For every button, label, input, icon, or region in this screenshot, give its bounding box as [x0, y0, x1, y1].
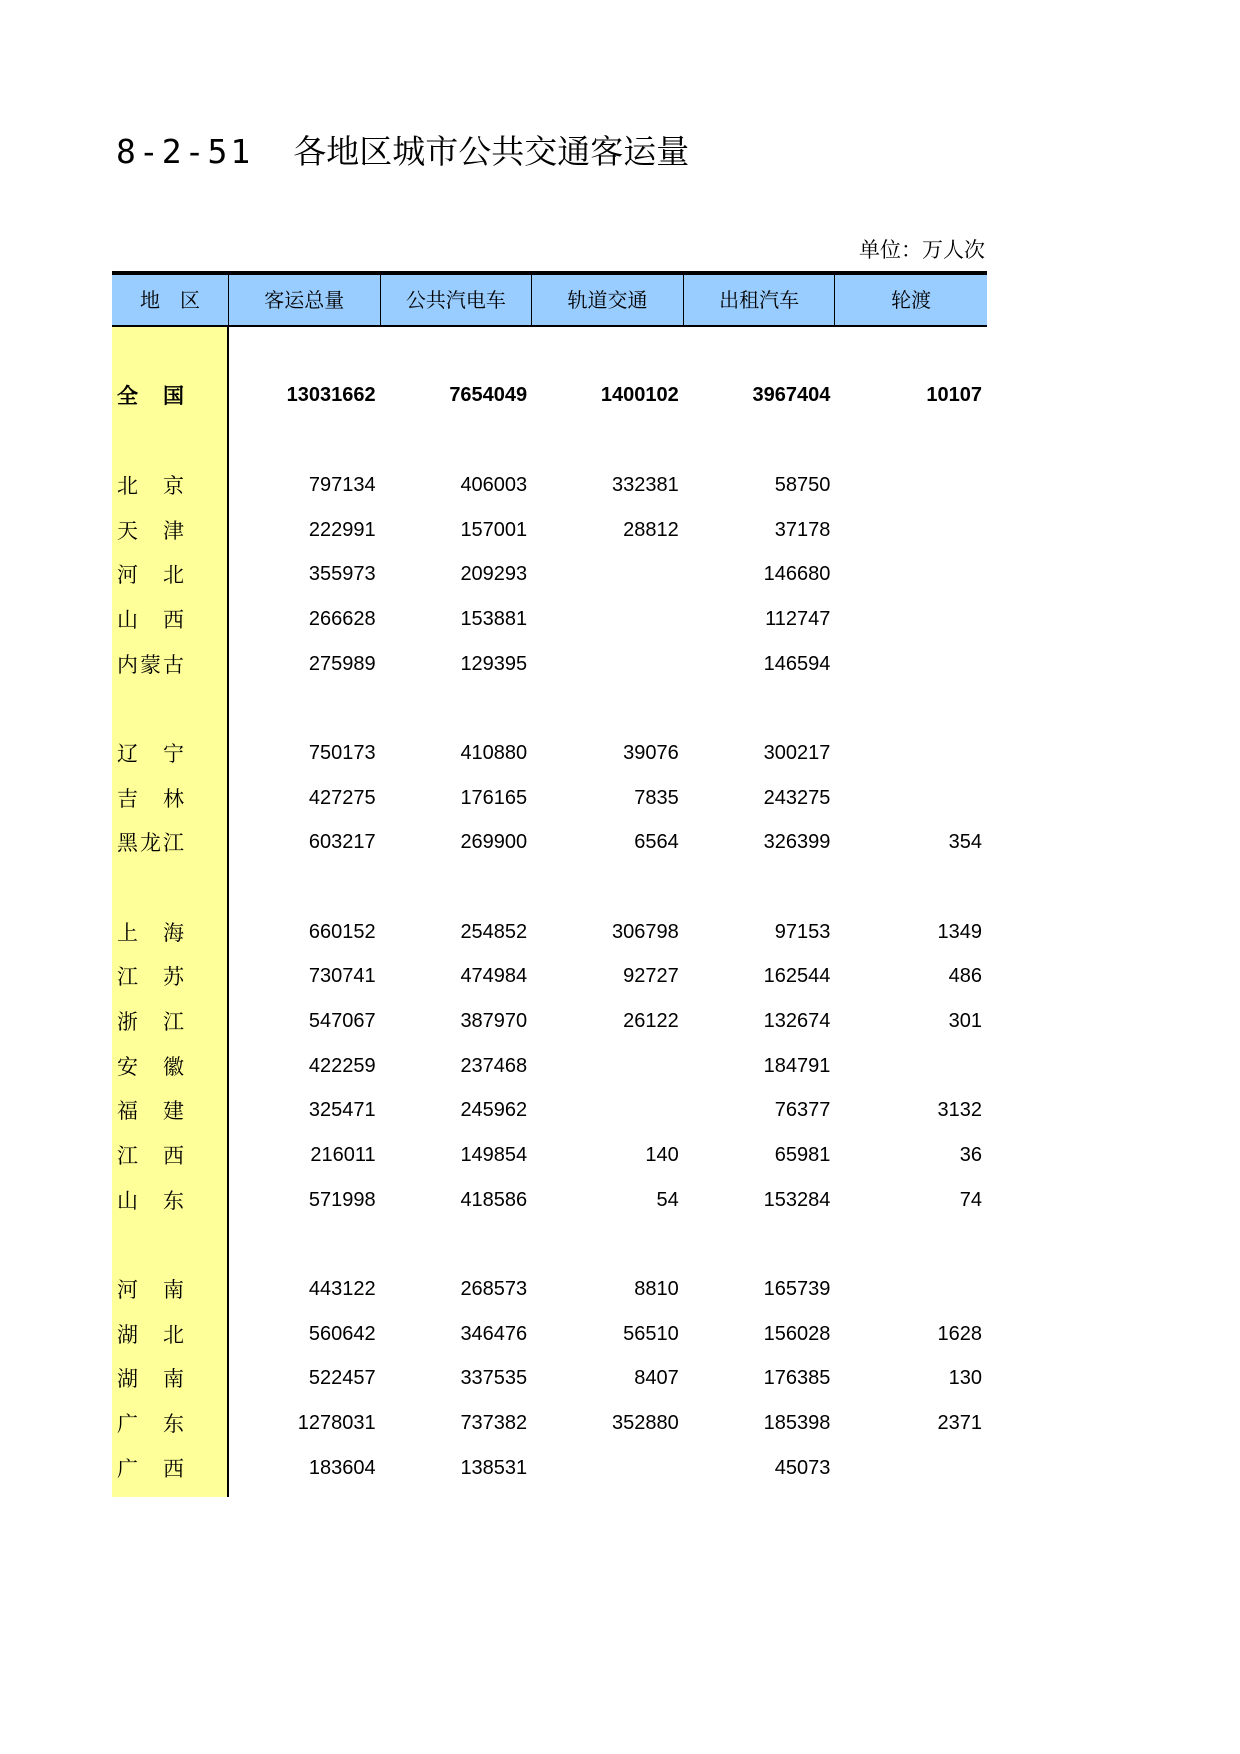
cell-bus: 387970: [460, 1009, 528, 1032]
cell-total: 222991: [308, 518, 376, 541]
cell-total: 750173: [308, 741, 376, 764]
table-row: [112, 1309, 987, 1359]
cell-bus: 149854: [460, 1143, 528, 1166]
cell-taxi: 326399: [763, 830, 831, 853]
cell-rail: 39076: [623, 741, 679, 764]
table-row: [112, 951, 987, 1001]
region-name: 安 徽: [117, 1055, 186, 1079]
cell-total: 422259: [308, 1054, 376, 1077]
cell-total: 13031662: [286, 383, 376, 406]
cell-taxi: 45073: [774, 1456, 831, 1479]
region-name: 内蒙古: [117, 653, 186, 677]
cell-rail: 54: [656, 1188, 679, 1211]
cell-ferry: 1349: [937, 920, 982, 943]
cell-total: 571998: [308, 1188, 376, 1211]
cell-total: 560642: [308, 1322, 376, 1345]
cell-total: 266628: [308, 607, 376, 630]
cell-total: 216011: [310, 1143, 376, 1166]
cell-taxi: 146680: [763, 562, 831, 585]
region-name: 山 西: [117, 608, 186, 632]
cell-bus: 346476: [460, 1322, 528, 1345]
cell-taxi: 97153: [774, 920, 831, 943]
table-row: [112, 1085, 987, 1135]
cell-bus: 254852: [460, 920, 528, 943]
cell-taxi: 243275: [763, 786, 831, 809]
cell-bus: 237468: [460, 1054, 528, 1077]
region-name: 江 苏: [117, 965, 186, 989]
region-name: 浙 江: [117, 1010, 186, 1034]
table-row: [112, 460, 987, 510]
header-bus: 公共汽电车: [381, 275, 533, 325]
cell-rail: 26122: [623, 1009, 679, 1032]
cell-rail: 140: [645, 1143, 679, 1166]
cell-taxi: 58750: [774, 473, 831, 496]
cell-ferry: 486: [948, 964, 982, 987]
cell-ferry: 130: [948, 1366, 982, 1389]
cell-bus: 337535: [460, 1366, 528, 1389]
cell-rail: 352880: [612, 1411, 679, 1434]
table-row: [112, 773, 987, 823]
region-name: 广 西: [117, 1457, 186, 1481]
cell-bus: 209293: [460, 562, 528, 585]
table-row: [112, 1264, 987, 1314]
cell-taxi: 112747: [765, 607, 831, 630]
cell-taxi: 132674: [763, 1009, 831, 1032]
cell-taxi: 162544: [763, 964, 831, 987]
cell-bus: 153881: [460, 607, 528, 630]
region-name: 吉 林: [117, 787, 186, 811]
header-taxi: 出租汽车: [684, 275, 836, 325]
cell-bus: 176165: [460, 786, 528, 809]
table-row: [112, 549, 987, 599]
cell-rail: 332381: [612, 473, 679, 496]
national-total-row: [112, 370, 987, 420]
cell-ferry: 3132: [937, 1098, 982, 1121]
header-region: 地 区: [112, 275, 229, 325]
cell-bus: 129395: [460, 652, 528, 675]
cell-total: 275989: [308, 652, 376, 675]
cell-taxi: 3967404: [752, 383, 831, 406]
table-row: [112, 907, 987, 957]
cell-ferry: 2371: [937, 1411, 982, 1434]
cell-rail: 28812: [623, 518, 679, 541]
cell-rail: 7835: [634, 786, 679, 809]
region-name: 河 北: [117, 563, 186, 587]
cell-taxi: 300217: [763, 741, 831, 764]
cell-rail: 1400102: [600, 383, 679, 406]
cell-total: 355973: [308, 562, 376, 585]
cell-rail: 8407: [634, 1366, 679, 1389]
region-name: 福 建: [117, 1099, 186, 1123]
cell-taxi: 65981: [774, 1143, 831, 1166]
cell-ferry: 74: [959, 1188, 982, 1211]
table-row: [112, 594, 987, 644]
cell-ferry: 36: [959, 1143, 982, 1166]
cell-total: 522457: [308, 1366, 376, 1389]
cell-total: 603217: [308, 830, 376, 853]
region-name: 河 南: [117, 1278, 186, 1302]
unit-label: 单位：万人次: [859, 238, 985, 262]
cell-taxi: 153284: [763, 1188, 831, 1211]
cell-bus: 737382: [460, 1411, 528, 1434]
table-row: [112, 1130, 987, 1180]
table-row: [112, 1175, 987, 1225]
cell-bus: 269900: [460, 830, 528, 853]
cell-bus: 418586: [460, 1188, 528, 1211]
cell-rail: 92727: [623, 964, 679, 987]
cell-taxi: 76377: [774, 1098, 831, 1121]
header-ferry: 轮渡: [891, 288, 932, 312]
header-rail: 轨道交通: [532, 275, 684, 325]
table-row: [112, 1443, 987, 1493]
region-name: 天 津: [117, 519, 186, 543]
table-row: [112, 1041, 987, 1091]
cell-total: 183604: [308, 1456, 376, 1479]
table-row: [112, 728, 987, 778]
cell-bus: 474984: [460, 964, 528, 987]
cell-taxi: 37178: [774, 518, 831, 541]
cell-ferry: 10107: [926, 383, 982, 406]
table-row: [112, 1398, 987, 1448]
cell-bus: 245962: [460, 1098, 528, 1121]
cell-taxi: 176385: [763, 1366, 831, 1389]
cell-bus: 7654049: [449, 383, 528, 406]
cell-bus: 406003: [460, 473, 528, 496]
cell-bus: 138531: [460, 1456, 528, 1479]
region-name: 广 东: [117, 1412, 186, 1436]
table-row: [112, 1353, 987, 1403]
cell-rail: 56510: [623, 1322, 679, 1345]
region-name: 辽 宁: [117, 742, 186, 766]
cell-ferry: 301: [948, 1009, 982, 1032]
region-name: 湖 南: [117, 1367, 186, 1391]
table-row: [112, 505, 987, 555]
cell-total: 443122: [308, 1277, 376, 1300]
cell-ferry: 354: [948, 830, 982, 853]
cell-ferry: 1628: [937, 1322, 982, 1345]
region-name: 北 京: [117, 474, 186, 498]
cell-rail: 8810: [634, 1277, 679, 1300]
cell-taxi: 165739: [763, 1277, 831, 1300]
data-table: [112, 271, 987, 1481]
cell-taxi: 156028: [763, 1322, 831, 1345]
region-name: 全 国: [117, 384, 186, 408]
cell-total: 1278031: [297, 1411, 376, 1434]
cell-bus: 157001: [460, 518, 528, 541]
cell-total: 660152: [308, 920, 376, 943]
cell-total: 730741: [308, 964, 376, 987]
table-number: 8-2-51: [116, 132, 254, 171]
cell-taxi: 185398: [763, 1411, 831, 1434]
region-name: 上 海: [117, 921, 186, 945]
cell-total: 797134: [308, 473, 376, 496]
region-name: 黑龙江: [117, 831, 186, 855]
region-name: 湖 北: [117, 1323, 186, 1347]
cell-total: 427275: [308, 786, 376, 809]
cell-bus: 410880: [460, 741, 528, 764]
cell-rail: 6564: [634, 830, 679, 853]
cell-taxi: 184791: [763, 1054, 831, 1077]
table-row: [112, 817, 987, 867]
table-title: 各地区城市公共交通客运量: [293, 132, 690, 171]
table-header: [112, 271, 987, 327]
cell-total: 325471: [308, 1098, 376, 1121]
cell-taxi: 146594: [763, 652, 831, 675]
cell-bus: 268573: [460, 1277, 528, 1300]
cell-total: 547067: [308, 1009, 376, 1032]
cell-rail: 306798: [612, 920, 679, 943]
page-title: [116, 126, 689, 173]
table-row: [112, 639, 987, 689]
table-row: [112, 996, 987, 1046]
header-total: 客运总量: [229, 275, 381, 325]
region-name: 江 西: [117, 1144, 186, 1168]
region-name: 山 东: [117, 1189, 186, 1213]
